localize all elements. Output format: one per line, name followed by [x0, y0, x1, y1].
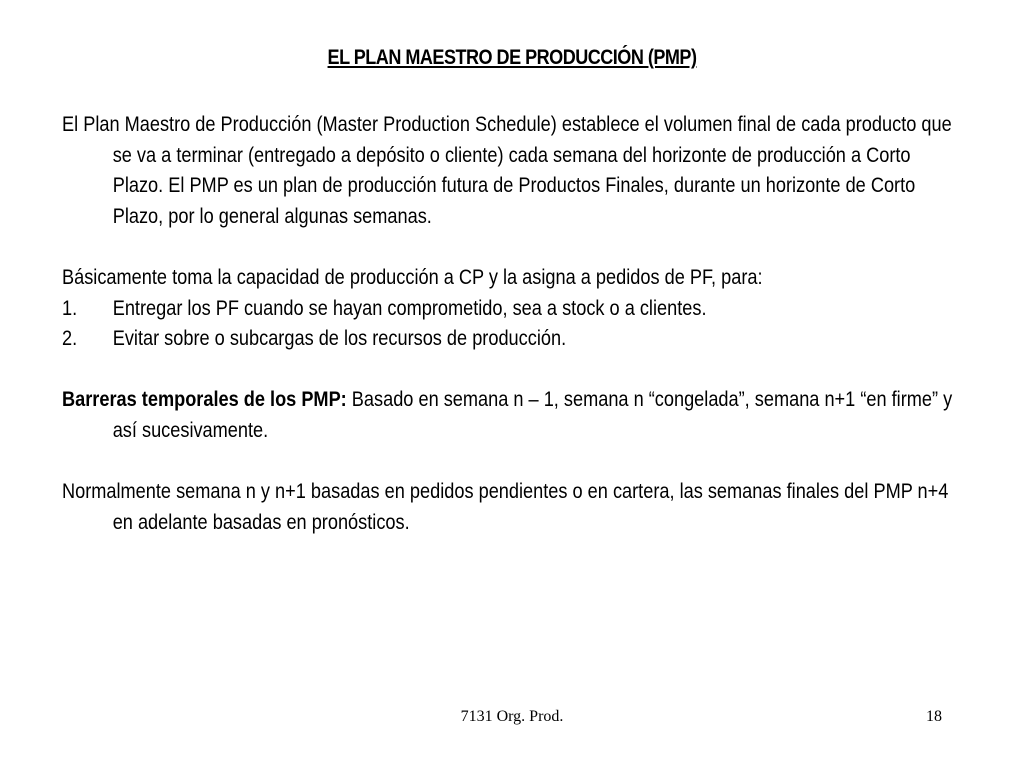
list-item-number: 1.	[62, 295, 78, 320]
spacer	[62, 231, 958, 262]
footer-course: 7131 Org. Prod.	[460, 708, 564, 725]
list-item	[62, 293, 958, 324]
paragraph-time-barriers	[62, 384, 958, 445]
list-item-text: Evitar sobre o subcargas de los recursos de producción.	[112, 326, 567, 351]
list-item	[62, 323, 958, 354]
spacer	[62, 354, 958, 385]
paragraph-weeks: Normalmente semana n y n+1 basadas en pedidos pendientes o en cartera, las semanas finales del PMP n+4 en adelante basadas en pronósticos.	[62, 479, 949, 534]
paragraph-label: Barreras temporales de los PMP:	[62, 387, 347, 412]
footer-page-number: 18	[926, 708, 942, 725]
paragraph-purpose: Básicamente toma la capacidad de producción a CP y la asigna a pedidos de PF, para:	[62, 264, 763, 289]
slide-title: EL PLAN MAESTRO DE PRODUCCIÓN (PMP)	[327, 46, 697, 69]
list-item-text: Entregar los PF cuando se hayan comprometido, sea a stock o a clientes.	[112, 295, 707, 320]
spacer	[62, 446, 958, 477]
paragraph-text: Basado en semana n – 1, semana n “congelada”, semana n+1 “en firme” y así sucesivamente.	[112, 387, 953, 442]
slide-body	[62, 109, 958, 537]
paragraph-definition: El Plan Maestro de Producción (Master Production Schedule) establece el volumen final de cada producto que se va a terminar (entregado a depósito o cliente) cada semana del horizonte de producción a Corto Plazo. El PMP es un plan de producción futura de Productos Finales, durante un horizonte de Corto Plazo, por lo general algunas semanas.	[62, 112, 952, 228]
list-item-number: 2.	[62, 326, 78, 351]
